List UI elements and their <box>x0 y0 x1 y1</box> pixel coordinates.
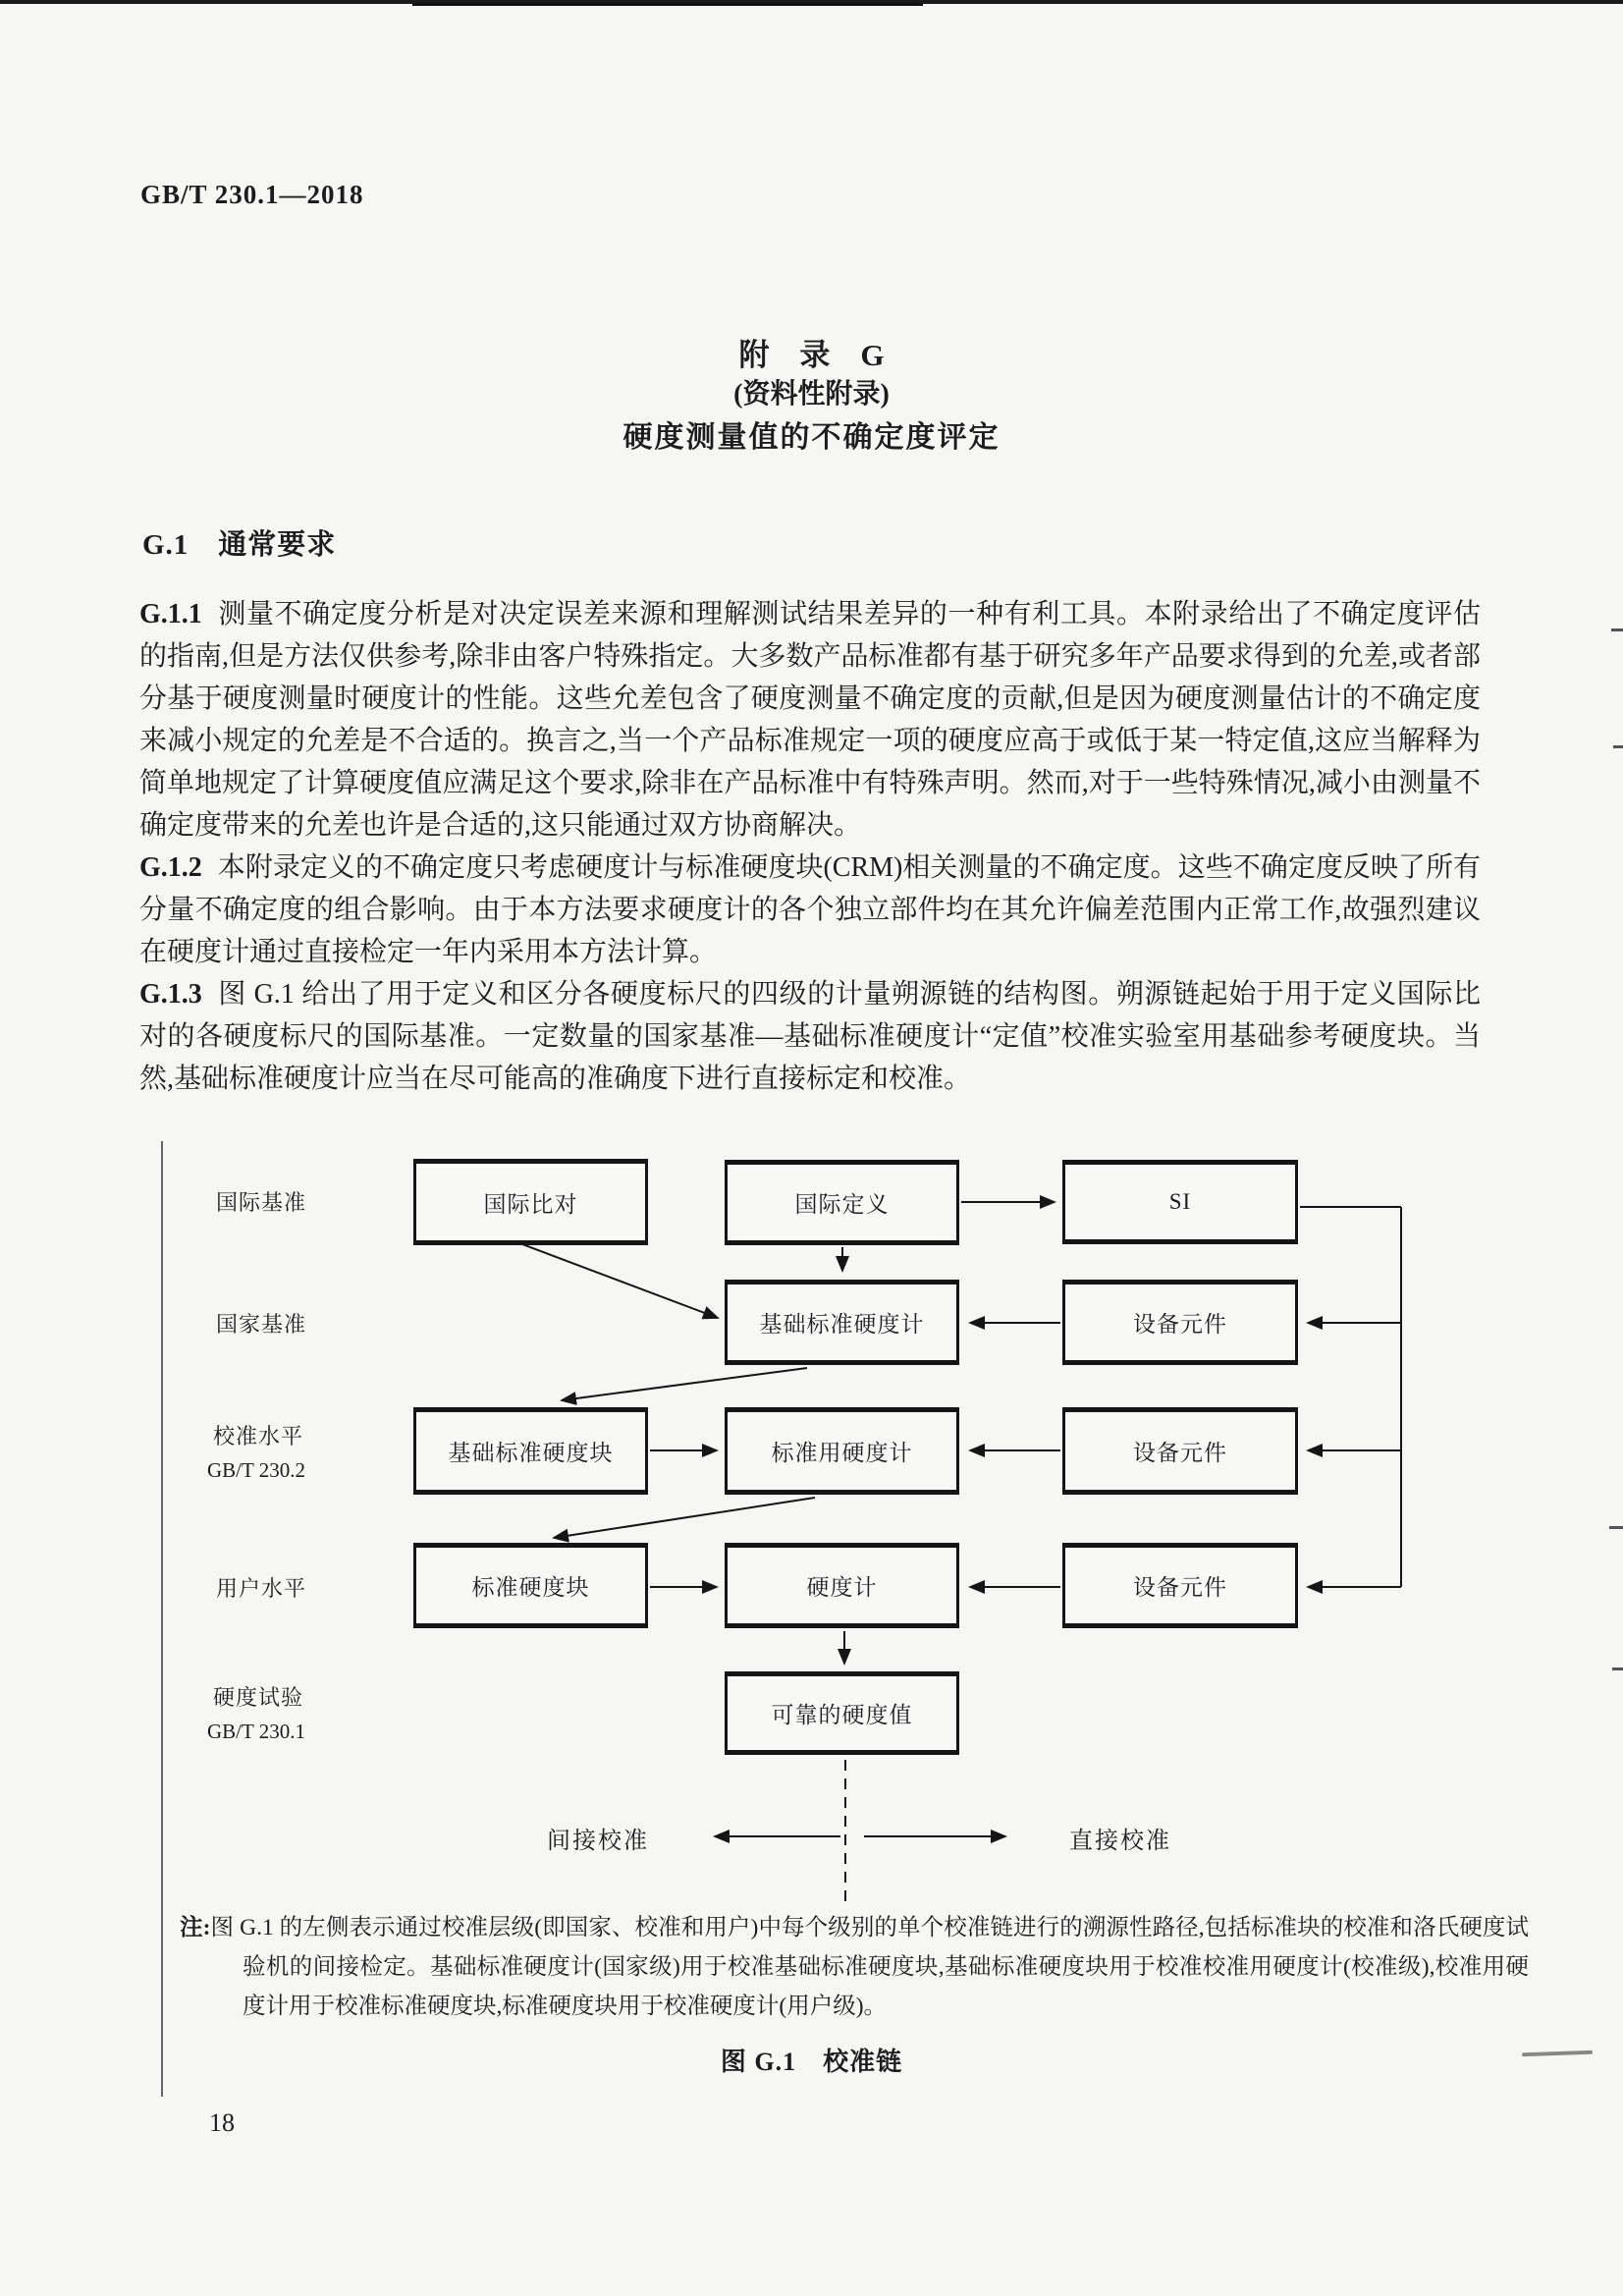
paragraph-g11 <box>139 593 1481 847</box>
note-text: 图 G.1 的左侧表示通过校准层级(即国家、校准和用户)中每个级别的单个校准链进行的溯源性路径,包括标准块的校准和洛氏硬度试验机的间接检定。基础标准硬度计(国家级)用于校准基础标准硬度块,基础标准硬度块用于校准校准用硬度计(校准级),校准用硬度计用于校准标准硬度块,标准硬度块用于校准硬度计(用户级)。 <box>210 1915 1530 2019</box>
flow-box-international-comparison: 国际比对 <box>413 1159 648 1245</box>
flow-box-standard-block: 标准硬度块 <box>413 1543 648 1628</box>
direct-calibration-label: 直接校准 <box>1069 1829 1171 1854</box>
flow-box-calibration-machine: 标准用硬度计 <box>725 1407 959 1495</box>
scan-edge-top-dark <box>412 3 923 6</box>
flow-box-si: SI <box>1062 1160 1298 1244</box>
paragraph-label: G.1.3 <box>139 979 202 1010</box>
scan-artifact <box>1609 1526 1623 1529</box>
note-label: 注: <box>180 1915 211 1941</box>
flow-box-equipment-elements-2: 设备元件 <box>1062 1407 1298 1495</box>
body-text <box>139 593 1481 1100</box>
flow-box-primary-standard-machine: 基础标准硬度计 <box>725 1280 959 1365</box>
level-label-hardness-test: 硬度试验 GB/T 230.1 <box>207 1685 305 1743</box>
page-number: 18 <box>209 2108 235 2137</box>
flow-box-primary-standard-block: 基础标准硬度块 <box>413 1407 648 1495</box>
level-label-calibration: 校准水平 GB/T 230.2 <box>207 1424 305 1482</box>
scan-artifact <box>1612 1667 1623 1670</box>
appendix-topic-title: 硬度测量值的不确定度评定 <box>622 421 1001 454</box>
flow-box-equipment-elements-1: 设备元件 <box>1062 1280 1298 1365</box>
paragraph-label: G.1.1 <box>139 599 202 629</box>
flow-box-hardness-machine: 硬度计 <box>725 1543 959 1628</box>
flow-box-reliable-hardness-value: 可靠的硬度值 <box>725 1671 959 1755</box>
flow-box-equipment-elements-3: 设备元件 <box>1062 1543 1298 1628</box>
figure-note <box>180 1908 1529 2026</box>
appendix-subtitle: (资料性附录) <box>733 379 890 410</box>
paragraph-text: 图 G.1 给出了用于定义和区分各硬度标尺的四级的计量朔源链的结构图。朔源链起始于用于定义国际比对的各硬度标尺的国际基准。一定数量的国家基准—基础标准硬度计“定值”校准实验室用基础参考硬度块。当然,基础标准硬度计应当在尽可能高的准确度下进行直接标定和校准。 <box>139 979 1481 1094</box>
indirect-calibration-label: 间接校准 <box>547 1829 649 1854</box>
section-heading: G.1 通常要求 <box>142 529 337 561</box>
paragraph-label: G.1.2 <box>139 852 202 883</box>
paragraph-g12 <box>139 847 1481 973</box>
appendix-title: 附 录 G <box>738 338 885 372</box>
paragraph-text: 测量不确定度分析是对决定误差来源和理解测试结果差异的一种有利工具。本附录给出了不确定度评估的指南,但是方法仅供参考,除非由客户特殊指定。大多数产品标准都有基于研究多年产品要求得到的允差,或者部分基于硬度测量时硬度计的性能。这些允差包含了硬度测量不确定度的贡献,但是因为硬度测量估计的不确定度来减小规定的允差是不合适的。换言之,当一个产品标准规定一项的硬度应高于或低于某一特定值,这应当解释为简单地规定了计算硬度值应满足这个要求,除非在产品标准中有特殊声明。然而,对于一些特殊情况,减小由测量不确定度带来的允差也许是合适的,这只能通过双方协商解决。 <box>139 599 1481 841</box>
level-label-user: 用户水平 <box>216 1576 307 1601</box>
paragraph-g13 <box>139 973 1481 1100</box>
paragraph-text: 本附录定义的不确定度只考虑硬度计与标准硬度块(CRM)相关测量的不确定度。这些不确定度反映了所有分量不确定度的组合影响。由于本方法要求硬度计的各个独立部件均在其允许偏差范围内正常工作,故强烈建议在硬度计通过直接检定一年内采用本方法计算。 <box>139 852 1481 967</box>
level-label-national: 国家基准 <box>216 1312 307 1337</box>
figure-left-rule <box>161 1141 163 2097</box>
flow-box-international-definition: 国际定义 <box>725 1160 959 1245</box>
scan-artifact <box>1611 629 1623 631</box>
figure-caption: 图 G.1 校准链 <box>720 2048 903 2076</box>
scan-artifact <box>1613 745 1623 748</box>
level-label-international: 国际基准 <box>216 1190 307 1215</box>
standard-number-header: GB/T 230.1—2018 <box>140 180 364 209</box>
